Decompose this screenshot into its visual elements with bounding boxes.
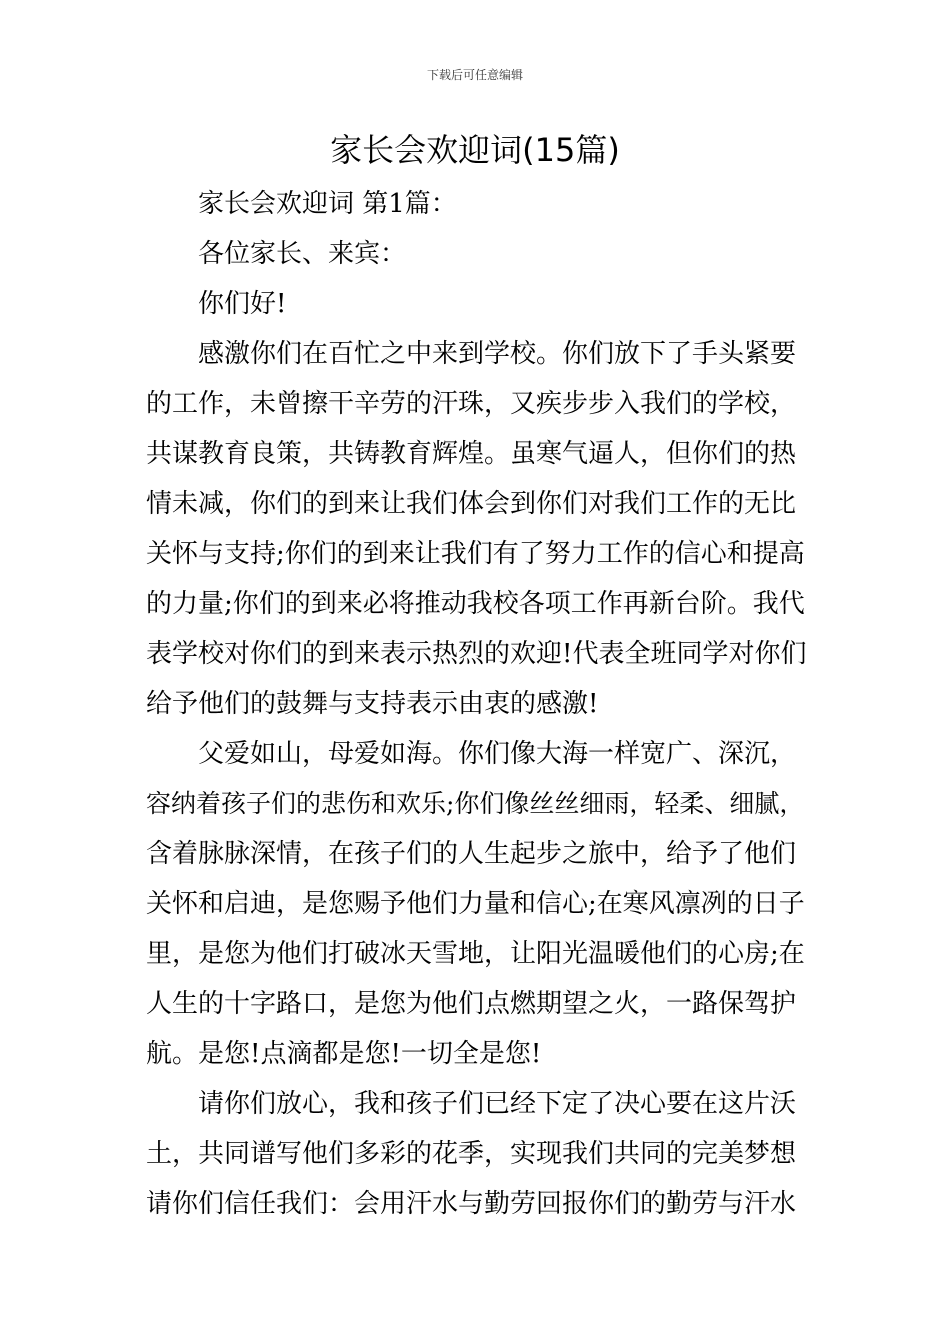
- text-line: 人生的十字路口，是您为他们点燃期望之火，一路保驾护: [146, 989, 797, 1019]
- text-line: 给予他们的鼓舞与支持表示由衷的感激!: [146, 689, 599, 719]
- text-line: 含着脉脉深情，在孩子们的人生起步之旅中，给予了他们: [146, 839, 797, 869]
- text-line: 共谋教育良策，共铸教育辉煌。虽寒气逼人，但你们的热: [146, 439, 797, 469]
- text-line: 你们好!: [198, 289, 287, 319]
- text-line: 表学校对你们的到来表示热烈的欢迎!代表全班同学对你们: [146, 639, 807, 669]
- text-line: 航。是您!点滴都是您!一切全是您!: [146, 1039, 542, 1069]
- text-line: 关怀与支持;你们的到来让我们有了努力工作的信心和提高: [146, 539, 805, 569]
- text-line: 感激你们在百忙之中来到学校。你们放下了手头紧要: [198, 339, 797, 369]
- text-line: 里，是您为他们打破冰天雪地，让阳光温暖他们的心房;在: [146, 939, 805, 969]
- text-line: 的力量;你们的到来必将推动我校各项工作再新台阶。我代: [146, 589, 805, 619]
- text-line: 土，共同谱写他们多彩的花季，实现我们共同的完美梦想: [146, 1139, 797, 1169]
- text-line: 家长会欢迎词 第1篇：: [198, 189, 457, 219]
- text-line: 容纳着孩子们的悲伤和欢乐;你们像丝丝细雨，轻柔、细腻，: [146, 789, 805, 818]
- text-line: 请你们放心，我和孩子们已经下定了决心要在这片沃: [198, 1089, 797, 1119]
- page-header-note: 下载后可任意编辑: [426, 68, 523, 82]
- text-line: 关怀和启迪，是您赐予他们力量和信心;在寒风凛冽的日子: [146, 889, 805, 919]
- text-line: 父爱如山，母爱如海。你们像大海一样宽广、深沉，: [198, 739, 797, 769]
- document-title: 家长会欢迎词(15篇): [330, 131, 620, 169]
- text-line: 各位家长、来宾：: [198, 239, 407, 269]
- document-body: [146, 179, 810, 1229]
- text-line: 请你们信任我们：会用汗水与勤劳回报你们的勤劳与汗水: [146, 1189, 797, 1219]
- text-line: 的工作，未曾擦干辛劳的汗珠，又疾步步入我们的学校，: [146, 389, 797, 419]
- text-line: 情未减，你们的到来让我们体会到你们对我们工作的无比: [146, 489, 797, 519]
